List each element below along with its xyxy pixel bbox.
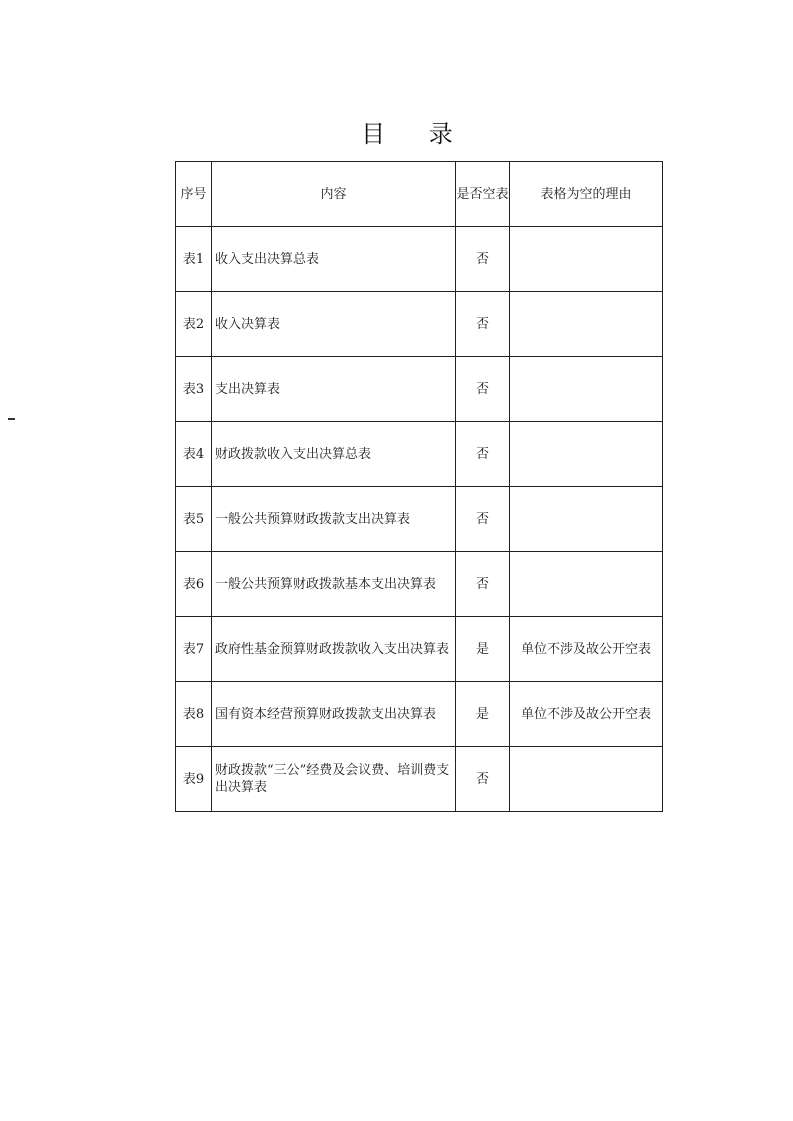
row-no: 表3 <box>176 357 212 422</box>
row-no: 表2 <box>176 292 212 357</box>
row-is-empty: 是 <box>456 617 510 682</box>
table-row <box>176 552 663 617</box>
row-content: 一般公共预算财政拨款基本支出决算表 <box>212 552 456 617</box>
table-row <box>176 227 663 292</box>
row-is-empty: 否 <box>456 422 510 487</box>
row-content: 支出决算表 <box>212 357 456 422</box>
row-content: 收入支出决算总表 <box>212 227 456 292</box>
row-content: 国有资本经营预算财政拨款支出决算表 <box>212 682 456 747</box>
header-reason: 表格为空的理由 <box>510 162 663 227</box>
row-content: 政府性基金预算财政拨款收入支出决算表 <box>212 617 456 682</box>
row-no: 表1 <box>176 227 212 292</box>
contents-table <box>175 161 663 812</box>
row-is-empty: 否 <box>456 487 510 552</box>
row-reason <box>510 487 663 552</box>
row-no: 表8 <box>176 682 212 747</box>
row-content: 财政拨款“三公”经费及会议费、培训费支出决算表 <box>212 747 456 812</box>
row-is-empty: 否 <box>456 747 510 812</box>
row-content: 一般公共预算财政拨款支出决算表 <box>212 487 456 552</box>
row-reason <box>510 292 663 357</box>
header-no: 序号 <box>176 162 212 227</box>
row-no: 表7 <box>176 617 212 682</box>
row-no: 表9 <box>176 747 212 812</box>
row-reason: 单位不涉及故公开空表 <box>510 617 663 682</box>
table-row <box>176 617 663 682</box>
table-row <box>176 747 663 812</box>
row-no: 表6 <box>176 552 212 617</box>
row-reason <box>510 357 663 422</box>
header-is-empty: 是否空表 <box>456 162 510 227</box>
row-reason <box>510 552 663 617</box>
row-no: 表5 <box>176 487 212 552</box>
table-header-row <box>176 162 663 227</box>
row-no: 表4 <box>176 422 212 487</box>
row-content: 财政拨款收入支出决算总表 <box>212 422 456 487</box>
row-is-empty: 是 <box>456 682 510 747</box>
row-content: 收入决算表 <box>212 292 456 357</box>
table-row <box>176 357 663 422</box>
table-row <box>176 682 663 747</box>
header-content: 内容 <box>212 162 456 227</box>
row-reason <box>510 227 663 292</box>
row-reason <box>510 422 663 487</box>
table-row <box>176 487 663 552</box>
table-row <box>176 422 663 487</box>
row-is-empty: 否 <box>456 552 510 617</box>
row-is-empty: 否 <box>456 292 510 357</box>
row-is-empty: 否 <box>456 227 510 292</box>
margin-mark <box>8 418 15 420</box>
row-reason <box>510 747 663 812</box>
row-reason: 单位不涉及故公开空表 <box>510 682 663 747</box>
table-row <box>176 292 663 357</box>
row-is-empty: 否 <box>456 357 510 422</box>
page-title: 目 录 <box>361 120 471 148</box>
